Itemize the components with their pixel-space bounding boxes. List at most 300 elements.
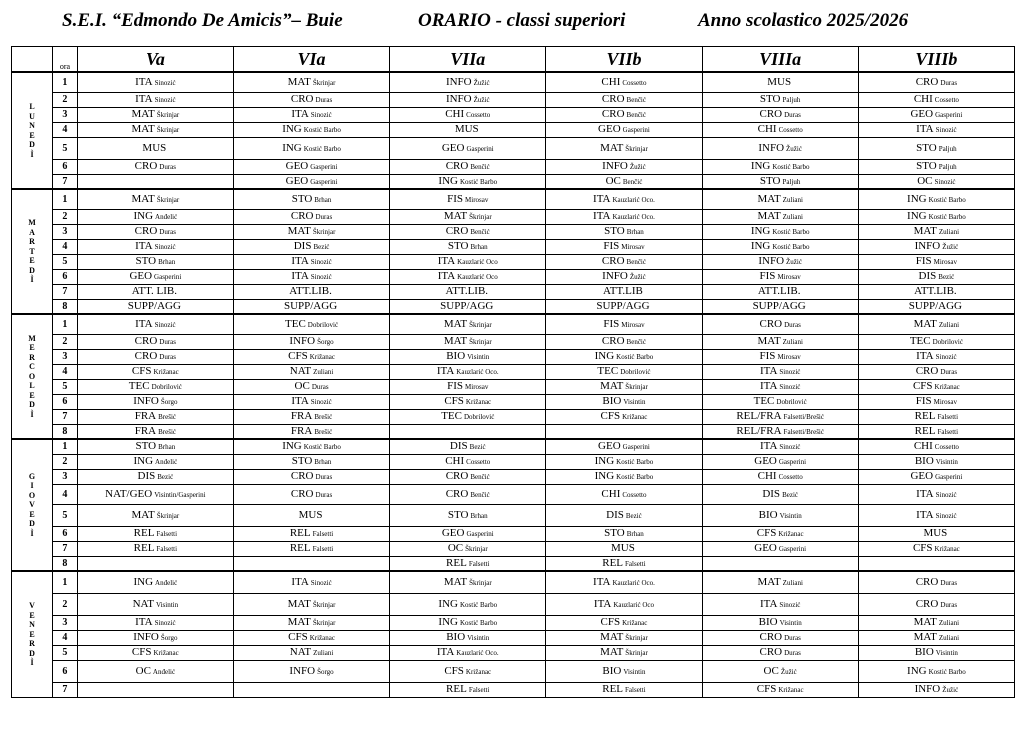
subject: CHI (601, 75, 621, 88)
subject: ITA (436, 365, 455, 377)
teacher: Škrinjar (625, 144, 648, 153)
lesson-cell (77, 682, 233, 697)
teacher: Brhan (158, 258, 176, 266)
teacher: Škrinjar (625, 383, 648, 391)
lesson-cell (546, 284, 702, 299)
table-row (12, 159, 1015, 174)
teacher: Šorgo (160, 634, 178, 642)
subject: OC (917, 174, 933, 187)
teacher: Križanac (465, 667, 492, 676)
lesson-cell (233, 660, 389, 682)
subject: TEC (597, 365, 619, 377)
lesson-cell (77, 571, 233, 593)
subject: STO (759, 174, 781, 187)
lesson-cell (858, 174, 1014, 189)
teacher: Benčić (626, 258, 646, 266)
teacher: Duras (940, 600, 958, 609)
subject: ITA (135, 75, 153, 88)
period-number: 6 (53, 394, 78, 409)
lesson-cell (390, 189, 546, 209)
lesson-cell (77, 159, 233, 174)
lesson-cell (546, 209, 702, 224)
subject: STO (759, 93, 781, 105)
teacher: Zuliani (782, 213, 803, 221)
lesson-cell (390, 239, 546, 254)
lesson-cell (390, 334, 546, 349)
teacher: Škrinjar (156, 511, 180, 520)
ora-header: ora (53, 47, 78, 73)
lesson-cell (546, 394, 702, 409)
subject: MAT (287, 597, 311, 610)
subject: MAT (131, 108, 155, 120)
teacher: Križanac (309, 353, 335, 361)
subject: CRO (601, 255, 625, 267)
period-number: 6 (53, 660, 78, 682)
subject: CFS (131, 365, 152, 377)
subject: CRO (759, 108, 783, 120)
lesson-cell (858, 424, 1014, 439)
subject: ING (907, 664, 927, 677)
subject: DIS (137, 470, 156, 482)
teacher: Sinozić (779, 368, 801, 376)
lesson-cell (858, 571, 1014, 593)
period-number: 2 (53, 593, 78, 615)
teacher: Križanac (934, 383, 960, 391)
teacher: Sinozić (154, 320, 176, 329)
table-row (12, 92, 1015, 107)
subject: REL (289, 527, 311, 539)
subject: MAT (443, 317, 468, 330)
table-row (12, 107, 1015, 122)
subject: CFS (288, 350, 308, 362)
lesson-cell (858, 224, 1014, 239)
lesson-cell (546, 239, 702, 254)
subject: CRO (915, 365, 939, 377)
teacher: Duras (159, 228, 177, 236)
teacher: Škrinjar (312, 619, 336, 627)
teacher: Paljuh (782, 96, 801, 104)
teacher: Kauzlarić Oco (457, 273, 498, 281)
subject: REL/FRA (736, 410, 782, 422)
lesson-cell (702, 159, 858, 174)
subject: CRO (134, 160, 158, 172)
lesson-cell (546, 314, 702, 334)
table-row (12, 615, 1015, 630)
teacher: Kauzlarić Oco. (612, 195, 655, 204)
subject: CHI (445, 455, 465, 467)
subject: CHI (913, 93, 933, 105)
lesson-cell (390, 379, 546, 394)
teacher: Kostić Barbo (616, 353, 654, 361)
lesson-cell (858, 660, 1014, 682)
subject: ATT.LIB (603, 285, 643, 297)
teacher: Bezić (469, 443, 486, 452)
teacher: Anđelić (155, 458, 178, 466)
lesson-cell (546, 107, 702, 122)
subject: MAT (287, 75, 311, 88)
class-header: VIIa (390, 47, 546, 73)
subject: INFO (133, 395, 159, 407)
lesson-cell (702, 630, 858, 645)
lesson-cell (858, 682, 1014, 697)
lesson-cell (77, 72, 233, 92)
subject: GEO (910, 108, 934, 120)
subject: CFS (288, 631, 308, 643)
subject: FIS (915, 255, 932, 267)
period-number: 3 (53, 224, 78, 239)
lesson-cell (233, 174, 389, 189)
table-row (12, 269, 1015, 284)
table-row (12, 284, 1015, 299)
subject: OC (763, 664, 779, 677)
teacher: Sinozić (935, 126, 957, 134)
lesson-cell (233, 556, 389, 571)
lesson-cell (233, 409, 389, 424)
table-row (12, 630, 1015, 645)
lesson-cell (77, 424, 233, 439)
lesson-cell (858, 189, 1014, 209)
subject: REL (602, 683, 624, 695)
teacher: Sinozić (154, 78, 176, 87)
teacher: Mirosav (621, 243, 645, 251)
lesson-cell (546, 379, 702, 394)
document-title: ORARIO - classi superiori (418, 10, 626, 31)
lesson-cell (546, 349, 702, 364)
subject: CRO (601, 93, 625, 105)
lesson-cell (233, 107, 389, 122)
table-row (12, 137, 1015, 159)
lesson-cell (77, 556, 233, 571)
teacher: Brhan (470, 511, 488, 520)
lesson-cell (702, 92, 858, 107)
subject: ITA (437, 255, 456, 267)
lesson-cell (77, 409, 233, 424)
teacher: Sinozić (779, 383, 801, 391)
subject: INFO (133, 631, 159, 643)
lesson-cell (702, 660, 858, 682)
subject: ITA (135, 616, 153, 628)
table-row (12, 364, 1015, 379)
subject: DIS (762, 487, 781, 500)
subject: OC (605, 174, 621, 187)
lesson-cell (702, 239, 858, 254)
subject: CRO (445, 160, 469, 172)
lesson-cell (390, 645, 546, 660)
subject: DIS (449, 440, 468, 453)
lesson-cell (77, 334, 233, 349)
subject: REL (446, 556, 467, 569)
lesson-cell (390, 254, 546, 269)
teacher: Škrinjar (312, 600, 336, 609)
lesson-cell (233, 299, 389, 314)
teacher: Visintin (467, 353, 490, 361)
teacher: Cossetto (466, 111, 491, 119)
teacher: Mirosav (933, 258, 957, 266)
teacher: Zuliani (782, 578, 803, 587)
teacher: Žužić (629, 163, 646, 171)
period-number: 8 (53, 556, 78, 571)
lesson-cell (233, 122, 389, 137)
subject: CFS (600, 410, 621, 422)
lesson-cell (546, 645, 702, 660)
subject: FIS (759, 270, 776, 282)
teacher: Duras (784, 634, 801, 642)
lesson-cell (858, 159, 1014, 174)
subject: INFO (289, 664, 316, 677)
lesson-cell (702, 615, 858, 630)
teacher: Falsetti (312, 530, 334, 538)
table-row (12, 409, 1015, 424)
lesson-cell (233, 593, 389, 615)
subject: FRA (134, 424, 157, 437)
teacher: Bezić (782, 490, 798, 499)
subject: STO (604, 225, 625, 237)
subject: ITA (593, 210, 611, 222)
subject: FRA (290, 424, 313, 437)
teacher: Brešić (158, 427, 176, 436)
page-header (0, 10, 1024, 36)
subject: ATT.LIB. (445, 285, 489, 297)
period-number: 4 (53, 364, 78, 379)
lesson-cell (390, 630, 546, 645)
table-row (12, 254, 1015, 269)
teacher: Benčić (626, 338, 646, 346)
lesson-cell (77, 254, 233, 269)
teacher: Sinozić (310, 111, 332, 119)
subject: MAT (131, 192, 155, 205)
class-header: VIa (233, 47, 389, 73)
lesson-cell (390, 682, 546, 697)
lesson-cell (77, 314, 233, 334)
lesson-cell (702, 284, 858, 299)
period-number: 7 (53, 541, 78, 556)
lesson-cell (233, 484, 389, 504)
subject: GEO (754, 542, 777, 554)
subject: INFO (914, 240, 941, 252)
teacher: Zuliani (313, 649, 334, 657)
lesson-cell (77, 593, 233, 615)
lesson-cell (546, 615, 702, 630)
subject: BIO (446, 350, 466, 362)
teacher: Zuliani (782, 195, 803, 204)
subject: CRO (915, 575, 939, 588)
subject: CRO (134, 350, 158, 362)
teacher: Duras (940, 368, 958, 376)
lesson-cell (858, 254, 1014, 269)
lesson-cell (77, 189, 233, 209)
teacher: Kostić Barbo (303, 126, 341, 134)
day-label: M E R C O L E D Ì (12, 314, 53, 439)
subject: SUPP/AGG (283, 299, 338, 312)
subject: ITA (759, 440, 778, 453)
day-label: L U N E D Ì (12, 72, 53, 189)
teacher: Visintin (935, 458, 958, 466)
period-number: 5 (53, 254, 78, 269)
teacher: Visintin (467, 634, 490, 642)
lesson-cell (858, 269, 1014, 284)
teacher: Duras (159, 163, 177, 171)
table-row (12, 299, 1015, 314)
lesson-cell (546, 72, 702, 92)
lesson-cell (702, 269, 858, 284)
lesson-cell (546, 269, 702, 284)
teacher: Benčić (626, 96, 646, 104)
table-row (12, 484, 1015, 504)
lesson-cell (77, 174, 233, 189)
teacher: Mirosav (465, 195, 489, 204)
teacher: Falsetti (625, 686, 646, 694)
lesson-cell (702, 504, 858, 526)
period-number: 1 (53, 72, 78, 92)
teacher: Škrinjar (312, 228, 336, 236)
lesson-cell (702, 394, 858, 409)
lesson-cell (702, 682, 858, 697)
lesson-cell (77, 107, 233, 122)
teacher: Brešić (158, 413, 176, 421)
teacher: Visintin (155, 600, 179, 609)
subject: REL (914, 424, 936, 437)
teacher: Dobrilović (463, 413, 495, 421)
lesson-cell (390, 314, 546, 334)
subject: CFS (600, 616, 621, 628)
lesson-cell (546, 526, 702, 541)
teacher: Falsetti (937, 427, 959, 436)
period-number: 8 (53, 424, 78, 439)
teacher: Žužić (780, 667, 797, 676)
subject: TEC (909, 335, 931, 347)
period-number: 3 (53, 107, 78, 122)
table-row (12, 504, 1015, 526)
lesson-cell (702, 122, 858, 137)
lesson-cell (390, 424, 546, 439)
teacher: Zuliani (938, 228, 960, 236)
teacher: Kostić Barbo (459, 177, 498, 186)
teacher: Visintin (623, 398, 646, 406)
subject: REL (446, 683, 467, 695)
subject: REL (914, 410, 936, 422)
subject: MAT (757, 575, 781, 588)
subject: ING (133, 455, 154, 467)
lesson-cell (233, 504, 389, 526)
subject: CFS (912, 542, 933, 554)
subject: STO (604, 527, 625, 539)
lesson-cell (233, 394, 389, 409)
lesson-cell (858, 379, 1014, 394)
table-row (12, 571, 1015, 593)
period-number: 5 (53, 504, 78, 526)
lesson-cell (546, 541, 702, 556)
teacher: Brhan (314, 458, 332, 466)
subject: ITA (135, 317, 153, 330)
teacher: Duras (940, 78, 958, 87)
subject: MAT (443, 575, 468, 588)
subject: ING (750, 225, 771, 237)
subject: MAT (600, 631, 624, 643)
school-name: S.E.I. “Edmondo De Amicis”– Buie (62, 10, 343, 31)
teacher: Cossetto (622, 490, 647, 499)
lesson-cell (77, 394, 233, 409)
lesson-cell (233, 424, 389, 439)
period-number: 6 (53, 159, 78, 174)
lesson-cell (390, 137, 546, 159)
teacher: Brhan (626, 228, 644, 236)
table-row (12, 541, 1015, 556)
teacher: Visintin (779, 619, 802, 627)
lesson-cell (858, 439, 1014, 454)
subject: MUS (923, 527, 948, 539)
lesson-cell (702, 174, 858, 189)
lesson-cell (390, 484, 546, 504)
lesson-cell (233, 284, 389, 299)
teacher: Benčić (470, 490, 490, 499)
teacher: Šorgo (160, 398, 178, 406)
subject: OC (135, 664, 151, 677)
lesson-cell (546, 364, 702, 379)
subject: STO (135, 440, 157, 453)
subject: INFO (445, 93, 472, 105)
teacher: Škrinjar (469, 320, 492, 329)
subject: CRO (445, 487, 469, 500)
lesson-cell (77, 504, 233, 526)
teacher: Mirosav (777, 273, 801, 281)
lesson-cell (390, 615, 546, 630)
subject: ITA (135, 240, 153, 252)
lesson-cell (858, 239, 1014, 254)
subject: CRO (290, 93, 314, 105)
lesson-cell (77, 541, 233, 556)
subject: MAT (913, 616, 937, 628)
table-row (12, 224, 1015, 239)
subject: BIO (914, 646, 934, 658)
teacher: Falsetti (937, 413, 959, 421)
day-header (12, 47, 53, 73)
lesson-cell (858, 209, 1014, 224)
timetable-header-row (12, 47, 1015, 73)
teacher: Kostić Barbo (928, 667, 966, 676)
lesson-cell (77, 379, 233, 394)
subject: MUS (142, 141, 167, 154)
lesson-cell (546, 593, 702, 615)
lesson-cell (390, 174, 546, 189)
subject: CRO (290, 470, 314, 482)
lesson-cell (77, 92, 233, 107)
teacher: Kostić Barbo (616, 473, 654, 481)
teacher: Križanac (153, 649, 179, 657)
lesson-cell (77, 364, 233, 379)
lesson-cell (702, 379, 858, 394)
period-number: 3 (53, 615, 78, 630)
lesson-cell (702, 72, 858, 92)
lesson-cell (858, 615, 1014, 630)
teacher: Škrinjar (312, 78, 336, 87)
lesson-cell (858, 284, 1014, 299)
lesson-cell (77, 439, 233, 454)
subject: ITA (437, 270, 456, 282)
subject: ITA (593, 597, 612, 610)
lesson-cell (233, 224, 389, 239)
subject: TEC (285, 317, 306, 330)
teacher: Šorgo (317, 667, 334, 676)
teacher: Gasperini (622, 443, 650, 452)
teacher: Falsetti (468, 559, 490, 568)
teacher: Gasperini (466, 144, 494, 153)
lesson-cell (77, 484, 233, 504)
teacher: Gasperini (935, 111, 963, 119)
subject: FIS (759, 350, 776, 362)
lesson-cell (390, 92, 546, 107)
table-row (12, 189, 1015, 209)
teacher: Duras (315, 473, 333, 481)
